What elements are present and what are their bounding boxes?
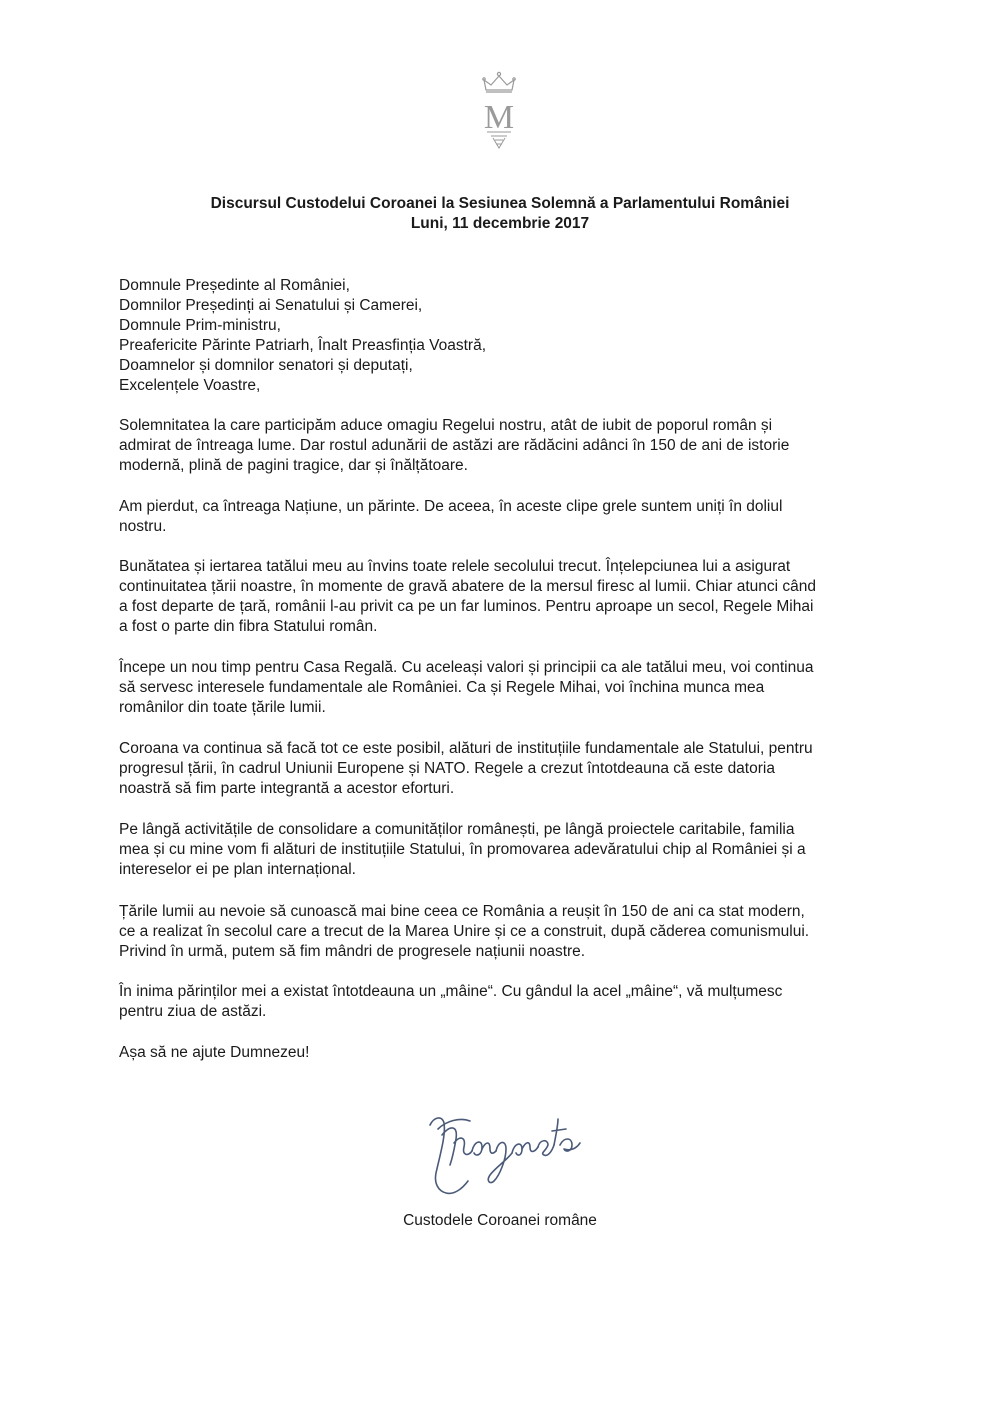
paragraph-line: intereselor ei pe plan internațional. xyxy=(119,861,356,878)
paragraph-line: mea și cu mine vom fi alături de instituțiile Statului, în promovarea adevăratului chip al României și a xyxy=(119,841,806,858)
paragraph-line: Așa să ne ajute Dumnezeu! xyxy=(119,1044,310,1061)
paragraph-line: Solemnitatea la care participăm aduce omagiu Regelui nostru, atât de iubit de poporul român și xyxy=(119,417,773,434)
paragraph-line: a fost departe de țară, românii l-au privit ca pe un far luminos. Pentru aproape un secol, Regele Mihai xyxy=(119,598,814,615)
paragraph-line: nostru. xyxy=(119,518,167,535)
paragraph-3 xyxy=(119,557,899,637)
monogram-letter: M xyxy=(483,99,515,136)
handwritten-signature xyxy=(420,1095,590,1200)
crown-icon xyxy=(483,72,515,92)
document-title: Discursul Custodelui Coroanei la Sesiunea Solemnă a Parlamentului României xyxy=(210,195,790,212)
paragraph-line: Începe un nou timp pentru Casa Regală. Cu aceleași valori și principii ca ale tatălui meu, voi continua xyxy=(119,659,814,676)
salutation-line: Domnilor Președinți ai Senatului și Camerei, xyxy=(119,297,423,314)
paragraph-8 xyxy=(119,982,899,1022)
paragraph-line: continuitatea țării noastre, în momente de gravă abatere de la mersul firesc al lumii. Chiar atunci când xyxy=(119,578,816,595)
paragraph-line: Privind în urmă, putem să fim mândri de progresele națiunii noastre. xyxy=(119,943,586,960)
paragraph-line: Bunătatea și iertarea tatălui meu au învins toate relele secolului trecut. Înțelepciunea lui a asigurat xyxy=(119,558,791,575)
paragraph-4 xyxy=(119,658,899,718)
paragraph-line: progresul țării, în cadrul Uniunii Europene și NATO. Regele a crezut întotdeauna că este datoria xyxy=(119,760,775,777)
paragraph-line: Pe lângă activitățile de consolidare a comunităților românești, pe lângă proiectele caritabile, familia xyxy=(119,821,795,838)
paragraph-line: Coroana va continua să facă tot ce este posibil, alături de instituțiile fundamentale ale Statului, pentru xyxy=(119,740,813,757)
paragraph-line: Am pierdut, ca întreaga Națiune, un părinte. De aceea, în aceste clipe grele suntem uniți în doliul xyxy=(119,498,783,515)
salutation-line: Preafericite Părinte Patriarh, Înalt Preasfinția Voastră, xyxy=(119,337,487,354)
salutation-line: Doamnelor și domnilor senatori și deputați, xyxy=(119,357,413,374)
paragraph-line: admirat de întreaga lume. Dar rostul adunării de astăzi are rădăcini adânci în 150 de ani de istorie xyxy=(119,437,790,454)
paragraph-line: să servesc interesele fundamentale ale României. Ca și Regele Mihai, voi închina munca mea xyxy=(119,679,765,696)
paragraph-line: pentru ziua de astăzi. xyxy=(119,1003,267,1020)
paragraph-2 xyxy=(119,497,899,537)
salutation-line: Domnule Președinte al României, xyxy=(119,277,350,294)
paragraph-7 xyxy=(119,902,899,962)
salutation-line: Domnule Prim-ministru, xyxy=(119,317,281,334)
royal-monogram xyxy=(469,70,529,154)
salutation xyxy=(119,276,899,396)
paragraph-6 xyxy=(119,820,899,880)
salutation-line: Excelențele Voastre, xyxy=(119,377,261,394)
document-date: Luni, 11 decembrie 2017 xyxy=(410,215,590,232)
paragraph-line: Țările lumii au nevoie să cunoască mai bine ceea ce România a reușit în 150 de ani ca stat modern, xyxy=(119,903,805,920)
paragraph-1 xyxy=(119,416,899,476)
paragraph-5 xyxy=(119,739,899,799)
paragraph-line: a fost o parte din fibra Statului român. xyxy=(119,618,378,635)
paragraph-9 xyxy=(119,1043,899,1063)
paragraph-line: românilor din toate țările lumii. xyxy=(119,699,326,716)
paragraph-line: ce a realizat în secolul care a trecut de la Marea Unire și ce a construit, după căderea comunismului. xyxy=(119,923,810,940)
paragraph-line: modernă, plină de pagini tragice, dar și înălțătoare. xyxy=(119,457,468,474)
signoff-title: Custodele Coroanei române xyxy=(403,1212,597,1229)
paragraph-line: În inima părinților mei a existat întotdeauna un „mâine“. Cu gândul la acel „mâine“, vă mulțumesc xyxy=(119,983,783,1000)
paragraph-line: noastră să fim parte integrantă a acestor eforturi. xyxy=(119,780,455,797)
